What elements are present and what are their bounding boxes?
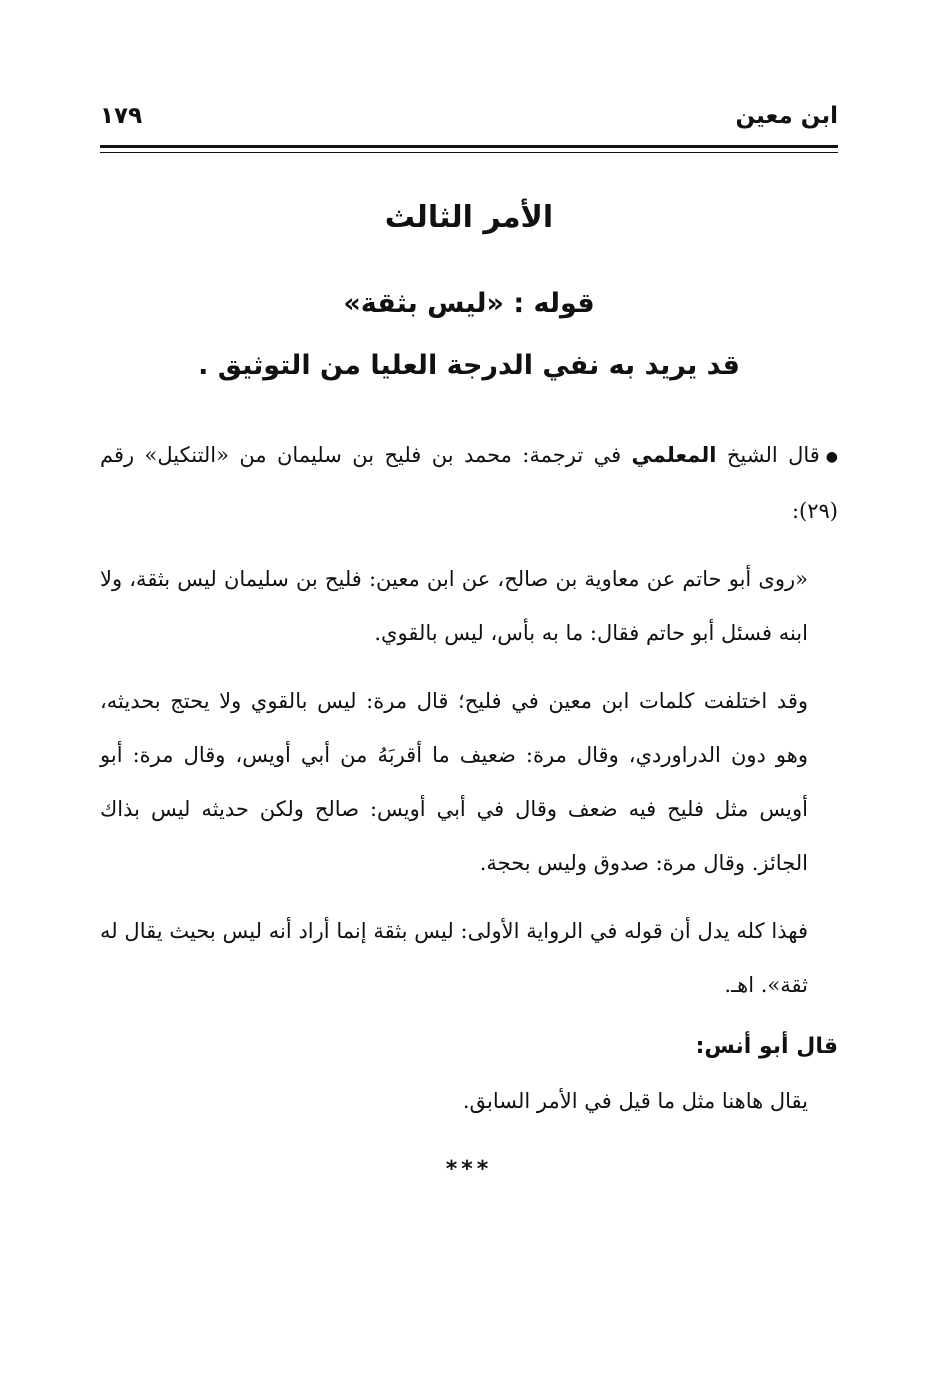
running-head-title: ابن معين: [735, 103, 838, 129]
page-content: [100, 196, 838, 1190]
page-number: ١٧٩: [100, 103, 143, 129]
intro-text-after: في ترجمة: محمد بن فليح بن سليمان من «التنكيل» رقم (٢٩):: [100, 443, 838, 523]
quote-paragraph-2: وقد اختلفت كلمات ابن معين في فليح؛ قال مرة: ليس بالقوي ولا يحتج بحديثه، وهو دون الدراوردي، وقال مرة: ضعيف ما أقربَهُ من أبي أويس، وقال مرة: أبو أويس مثل فليح فيه ضعف وقال في أبي أويس: صالح ولكن حديثه ليس بذاك الجائز. وقال مرة: صدوق وليس بحجة.: [100, 688, 808, 875]
header-rule-thick: [100, 145, 838, 148]
section-subtitle-line1: قوله : «ليس بثقة»: [343, 288, 595, 319]
quote-paragraph-1: «روى أبو حاتم عن معاوية بن صالح، عن ابن معين: فليح بن سليمان ليس بثقة، ولا ابنه فسئل أبو حاتم فقال: ما به بأس، ليس بالقوي.: [100, 566, 808, 645]
comment-paragraph: يقال هاهنا مثل ما قيل في الأمر السابق.: [462, 1088, 808, 1113]
intro-text-before: قال الشيخ: [716, 443, 820, 467]
section-separator: ***: [445, 1156, 493, 1182]
section-subtitle-line2: قد يريد به نفي الدرجة العليا من التوثيق .: [198, 350, 740, 381]
scholar-name: المعلمي: [631, 443, 717, 467]
quote-paragraph-3: فهذا كله يدل أن قوله في الرواية الأولى: ليس بثقة إنما أراد أنه ليس بحيث يقال له ثقة». اهـ.: [100, 918, 808, 997]
intro-paragraph: [100, 428, 838, 538]
running-header: [100, 96, 838, 136]
bullet-icon: ●: [825, 448, 839, 465]
speaker-label: قال أبو أنس:: [695, 1033, 838, 1059]
header-rule-thin: [100, 152, 838, 153]
section-title: الأمر الثالث: [384, 200, 554, 235]
